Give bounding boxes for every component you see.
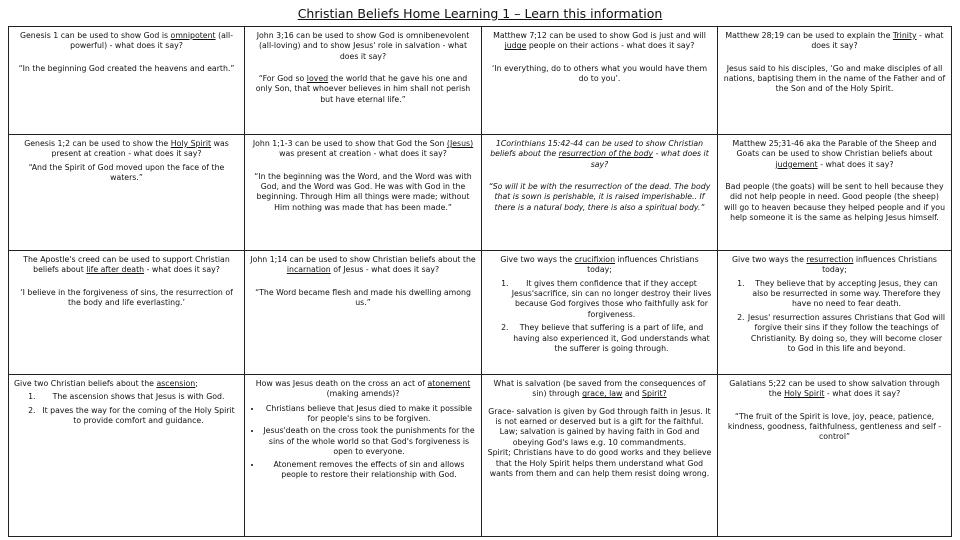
question-text: John 3;16 can be used to show God is omnibenevolent (all-loving) and to show Jesus' role in salvation - what does it say? [256, 31, 470, 61]
key-term: Holy Spirit [784, 389, 825, 399]
list-item: 1. The ascension shows that Jesus is with God. [38, 392, 239, 402]
key-term: grace, law [582, 389, 623, 399]
question-text: was present at creation - what does it say? [279, 149, 447, 159]
question-text: (all-powerful) - what does it say? [70, 31, 234, 51]
key-term: omnipotent [170, 31, 216, 40]
question-text: John 1;14 can be used to show Christian beliefs about the [250, 255, 476, 264]
answer-quote: “The Word became flesh and made his dwelling among us.” [255, 287, 471, 308]
question-text: Give two ways the [732, 255, 807, 264]
key-term: judgement [775, 159, 818, 169]
key-term: loved [306, 74, 329, 84]
answer-text: Bad people (the goats) will be sent to hell because they did not help people in need. Good people (the sheep) will go to heaven because they helped people and if you help someone it is the same as helping Jesus himself. [723, 182, 946, 223]
question-text: people on their actions - what does it say? [526, 41, 695, 51]
question-text: The Apostle's creed can be used to support Christian beliefs about [23, 255, 230, 275]
cell-galatians-5-22 [718, 375, 952, 537]
question-text: Give two Christian beliefs about the [14, 379, 157, 388]
answer-quote: ‘In everything, do to others what you would have them do to you’. [491, 63, 708, 84]
question-text: How was Jesus death on the cross an act of [255, 379, 428, 388]
cell-matthew-7-12 [482, 27, 718, 135]
answer-quote: the world that he gave his one and only Son, that whoever believes in him shall not perish but have eternal life.” [255, 74, 471, 104]
cell-apostles-creed [9, 251, 245, 375]
question-text: Genesis 1;2 can be used to show the [24, 139, 171, 148]
answer-quote: ‘I believe in the forgiveness of sins, the resurrection of the body and life everlasting.’ [20, 287, 233, 308]
answer-text: Grace- salvation is given by God through faith in Jesus. It is not earned or deserved but is a gift for the faithful. [488, 406, 711, 427]
cell-john-1-1-3 [245, 135, 482, 251]
key-term: Spirit? [642, 389, 667, 399]
key-term: resurrection of the body [558, 149, 654, 159]
cell-atonement [245, 375, 482, 537]
question-text: Matthew 25;31-46 aka the Parable of the Sheep and Goats can be used to show Christian beliefs about [732, 139, 937, 159]
list-item: 1. They believe that by accepting Jesus, they can also be resurrected in some way. Therefore they have no need to fear death. [747, 279, 946, 310]
cell-matthew-25 [718, 135, 952, 251]
cell-crucifixion [482, 251, 718, 375]
list-item: 1. It gives them confidence that if they accept Jesus'sacrifice, sin can no longer destroy their lives because God forgives those who faithfully ask for forgiveness. [511, 279, 712, 320]
cell-ascension [9, 375, 245, 537]
answer-quote: “In the beginning God created the heavens and earth.” [18, 63, 235, 73]
cell-1-corinthians-15 [482, 135, 718, 251]
key-term: Holy Spirit [170, 139, 212, 148]
list-item: • Jesus'death on the cross took the punishments for the sins of the whole world so that God's forgiveness is open to everyone. [262, 426, 476, 457]
question-text: influences Christians today; [822, 255, 937, 275]
question-text: Give two ways the [500, 255, 575, 264]
question-text: What is salvation (be saved from the consequences of sin) through [493, 379, 706, 399]
key-term: incarnation [286, 265, 331, 275]
answer-text: Spirit; Christians have to do good works and they believe that the Holy Spirit helps them understand what God wants from them and can help them resist doing wrong. [487, 448, 712, 478]
question-text: 1Corinthians 15:42-44 can be used to show Christian beliefs about the [490, 139, 704, 159]
key-term: resurrection [806, 255, 854, 264]
key-term: crucifixion [574, 255, 616, 264]
cell-genesis-1-2 [9, 135, 245, 251]
question-text: - what does it say? [811, 31, 944, 51]
key-term: Trinity [892, 31, 917, 40]
answer-quote: “For God so [258, 74, 307, 84]
question-text: (making amends)? [326, 389, 400, 399]
question-text: Galatians 5;22 can be used to show salvation through the [729, 379, 940, 399]
question-text: ; [195, 379, 198, 388]
list-item: 2. Jesus' resurrection assures Christians that God will forgive their sins if they follow the teachings of Christianity. By doing so, they will become closer to God in this life and beyond. [747, 313, 946, 354]
question-text: - what does it say? [824, 389, 901, 399]
grid-row-3 [9, 251, 952, 375]
key-term: ascension [156, 379, 196, 388]
cell-genesis-1 [9, 27, 245, 135]
question-text: Matthew 28;19 can be used to explain the [725, 31, 893, 40]
cell-salvation [482, 375, 718, 537]
list-item: 2. It paves the way for the coming of the Holy Spirit to provide comfort and guidance. [38, 406, 239, 427]
question-text: of Jesus - what does it say? [330, 265, 440, 275]
question-text: - what does it say? [817, 159, 894, 169]
cell-matthew-28-19 [718, 27, 952, 135]
cell-john-3-16 [245, 27, 482, 135]
question-text: - what does it say? [144, 265, 220, 275]
question-text: Genesis 1 can be used to show God is [19, 31, 171, 40]
answer-quote: “The fruit of the Spirit is love, joy, peace, patience, kindness, goodness, faithfulness, gentleness and self -control” [727, 411, 942, 442]
grid-row-1 [9, 27, 952, 135]
list-item: • Atonement removes the effects of sin and allows people to restore their relationship with God. [262, 460, 476, 481]
answer-quote: “In the beginning was the Word, and the Word was with God, and the Word was God. He was with God in the beginning. Through Him all things were made; without Him nothing was made that has been made.” [254, 171, 472, 212]
question-text: - what does it say? [590, 149, 709, 169]
question-text: and [622, 389, 643, 399]
list-item: 2. They believe that suffering is a part of life, and having also experienced it, God understands what the sufferer is going through. [511, 323, 712, 354]
cell-john-1-14 [245, 251, 482, 375]
question-text: John 1;1-3 can be used to show that God the Son [252, 139, 447, 148]
grid-row-4 [9, 375, 952, 537]
list-item: • Christians believe that Jesus died to make it possible for people's sins to be forgiven. [262, 404, 476, 425]
learning-grid [8, 26, 952, 537]
answer-quote: “And the Spirit of God moved upon the face of the waters.” [28, 162, 225, 183]
key-term: judge [504, 41, 527, 51]
key-term: life after death [86, 265, 145, 275]
question-text: was present at creation - what does it say? [51, 139, 229, 159]
grid-row-2 [9, 135, 952, 251]
cell-resurrection [718, 251, 952, 375]
page-title: Christian Beliefs Home Learning 1 – Learn this information [297, 6, 663, 21]
answer-quote: “So will it be with the resurrection of the dead. The body that is sown is perishable, it is raised imperishable.. If there is a natural body, there is also a spiritual body.” [488, 182, 711, 212]
key-term: (Jesus) [446, 139, 474, 148]
answer-text: Jesus said to his disciples, ‘Go and make disciples of all nations, baptising them in the name of the Father and of the Son and of the Holy Spirit. [723, 63, 946, 94]
question-text: Matthew 7;12 can be used to show God is just and will [493, 31, 706, 40]
answer-text: Law; salvation is gained by having faith in God and obeying God's laws e.g. 10 commandments. [499, 427, 700, 447]
question-text: influences Christians today; [587, 255, 699, 275]
key-term: atonement [427, 379, 471, 388]
